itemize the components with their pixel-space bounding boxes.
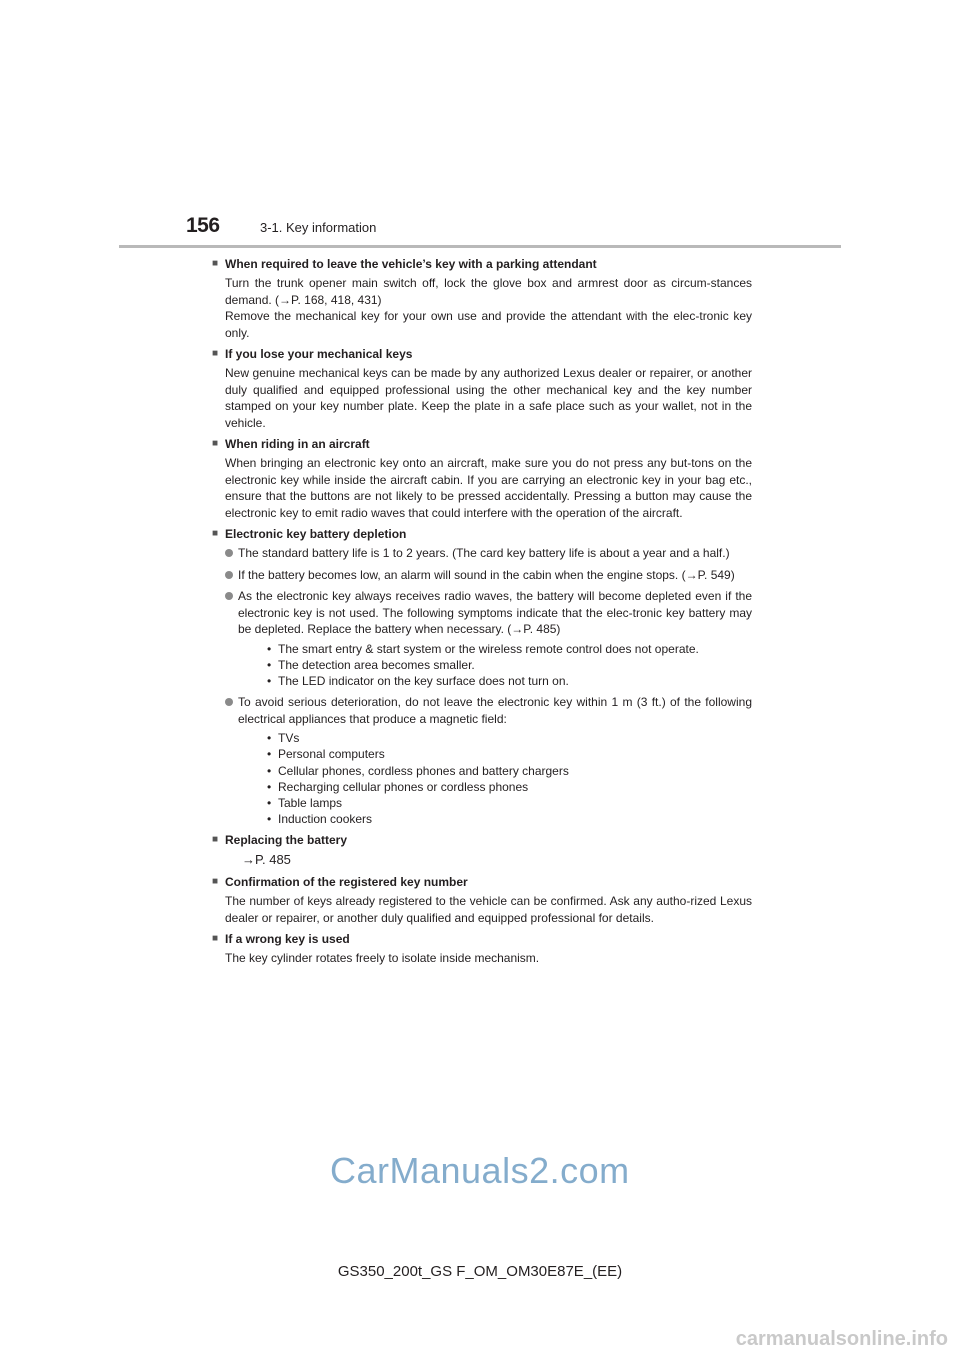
note-heading: ■ When riding in an aircraft [212, 436, 752, 452]
bullet-text: As the electronic key always receives radio waves, the battery will become depleted even if the electronic key is not used. The following symptoms indicate that the elec-tronic key battery may be depleted. Replace the battery when necessary. (→P. 485) [238, 589, 752, 636]
sub-list-item: • TVs [238, 730, 752, 746]
watermark-text: CarManuals2.com [330, 1150, 630, 1191]
sub-list-item: • Table lamps [238, 795, 752, 811]
sub-list-item: • The detection area becomes smaller. [238, 657, 752, 673]
sub-list-item: • The LED indicator on the key surface does not turn on. [238, 673, 752, 689]
sub-list-item: • Induction cookers [238, 811, 752, 827]
footer-code: GS350_200t_GS F_OM_OM30E87E_(EE) [337, 1263, 623, 1280]
note-paragraph: The key cylinder rotates freely to isolate inside mechanism. [225, 951, 540, 966]
note-heading: ■ If a wrong key is used [212, 931, 752, 947]
page-header [186, 214, 846, 244]
note-section [212, 931, 752, 967]
note-paragraph: New genuine mechanical keys can be made by any authorized Lexus dealer or repairer, or another duly qualified and equipped professional using the other mechanical key and the key number stamped on your key number plate. Keep the plate in a safe place such as your wallet, not in the vehicle. [225, 366, 752, 430]
sub-list-item: • Personal computers [238, 746, 752, 762]
bullet-item [212, 694, 752, 827]
bullet-text: To avoid serious deterioration, do not leave the electronic key within 1 m (3 ft.) of the following electrical appliances that produce a magnetic field: [238, 695, 752, 726]
content-body [212, 256, 752, 972]
bullet-dot-icon [225, 698, 233, 706]
header-rule [119, 245, 841, 248]
note-paragraph: Remove the mechanical key for your own use and provide the attendant with the elec-tronic key only. [225, 309, 752, 340]
note-heading: ■ When required to leave the vehicle’s key with a parking attendant [212, 256, 752, 272]
section-title: 3-1. Key information [260, 220, 377, 235]
page-number: 156 [186, 214, 220, 237]
bullet-text: If the battery becomes low, an alarm will sound in the cabin when the engine stops. (→P. 549) [238, 567, 735, 582]
note-heading: ■ Electronic key battery depletion [212, 526, 752, 542]
note-section [212, 346, 752, 431]
note-section [212, 256, 752, 341]
note-heading: ■ Replacing the battery [212, 832, 752, 848]
note-paragraph: The number of keys already registered to the vehicle can be confirmed. Ask any autho-rized Lexus dealer or repairer, or another duly qualified and equipped professional for details. [225, 894, 752, 925]
note-paragraph: When bringing an electronic key onto an aircraft, make sure you do not press any but-tons on the electronic key while inside the aircraft cabin. If you are carrying an electronic key in your bag etc., ensure that the buttons are not likely to be pressed accidentally. Pressing a button may cause the electronic key to emit radio waves that could interfere with the operation of the aircraft. [225, 456, 752, 520]
bullet-item [212, 567, 752, 584]
bullet-dot-icon [225, 549, 233, 557]
sub-list-item: • Recharging cellular phones or cordless phones [238, 779, 752, 795]
note-section [212, 526, 752, 827]
page-reference: →P. 485 [242, 852, 291, 868]
site-mark: carmanualsonline.info [735, 1328, 948, 1350]
bullet-dot-icon [225, 592, 233, 600]
bullet-dot-icon [225, 571, 233, 579]
note-section [212, 832, 752, 869]
bullet-item [212, 545, 752, 562]
sub-list-item: • Cellular phones, cordless phones and battery chargers [238, 763, 752, 779]
sub-list [238, 641, 752, 690]
note-section [212, 874, 752, 926]
note-heading: ■ If you lose your mechanical keys [212, 346, 752, 362]
bullet-list [212, 545, 752, 827]
bullet-item [212, 588, 752, 689]
sub-list [238, 730, 752, 827]
bullet-text: The standard battery life is 1 to 2 years. (The card key battery life is about a year and a half.) [238, 546, 730, 560]
note-heading: ■ Confirmation of the registered key number [212, 874, 752, 890]
note-section [212, 436, 752, 521]
sub-list-item: • The smart entry & start system or the wireless remote control does not operate. [238, 641, 752, 657]
note-paragraph: Turn the trunk opener main switch off, lock the glove box and armrest door as circum-stances demand. (→P. 168, 418, 431) [225, 276, 752, 307]
